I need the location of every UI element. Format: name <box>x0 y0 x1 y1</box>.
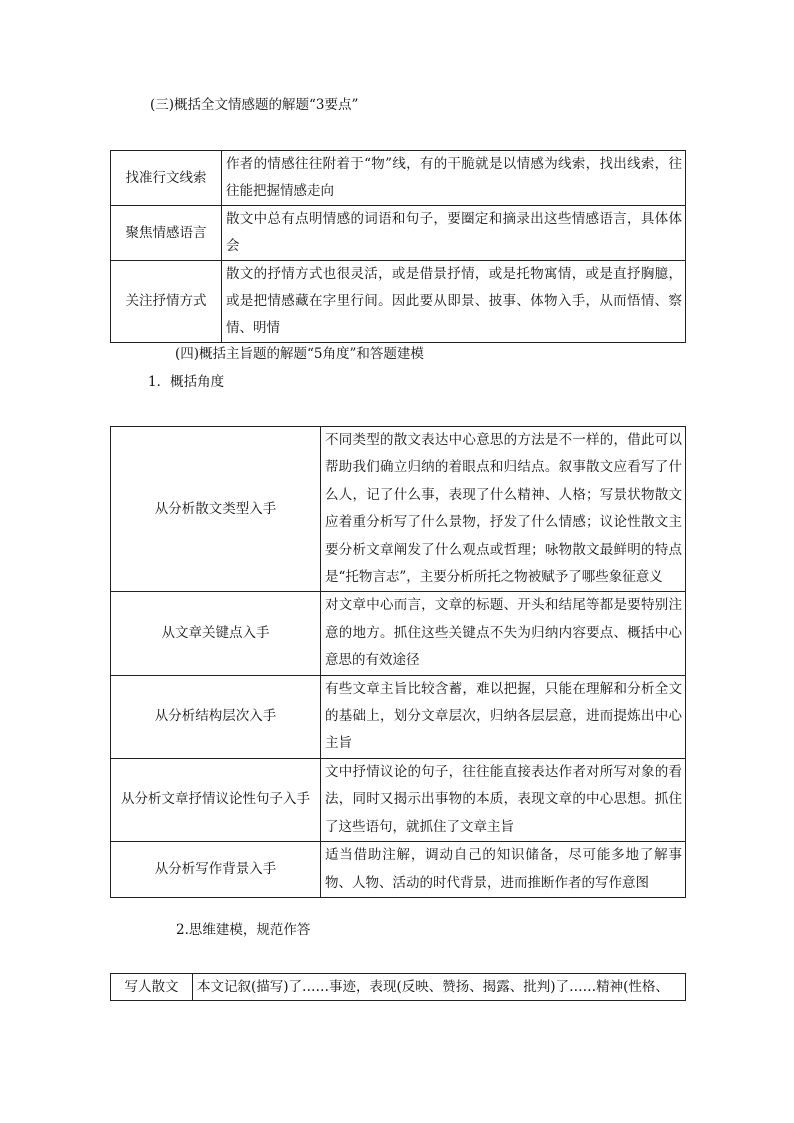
theme-angles-table <box>110 426 686 898</box>
row-label: 从分析散文类型入手 <box>111 427 321 592</box>
row-content: 有些文章主旨比较含蓄，难以把握，只能在理解和分析全文的基础上，划分文章层次，归纳各层层意，进而提炼出中心主旨 <box>321 675 686 758</box>
row-content: 对文章中心而言，文章的标题、开头和结尾等都是要特别注意的地方。抓住这些关键点不失为归纳内容要点、概括中心意思的有效途径 <box>321 592 686 675</box>
subsection-two-heading: 2.思维建模，规范作答 <box>176 922 311 938</box>
row-label: 从文章关键点入手 <box>111 592 321 675</box>
table-row <box>111 592 686 675</box>
row-label: 从分析结构层次入手 <box>111 675 321 758</box>
row-label: 聚焦情感语言 <box>111 206 222 261</box>
row-content: 不同类型的散文表达中心意思的方法是不一样的，借此可以帮助我们确立归纳的着眼点和归结点。叙事散文应看写了什么人，记了什么事，表现了什么精神、人格；写景状物散文应着重分析写了什么景物，抒发了什么情感；议论性散文主要分析文章阐发了什么观点或哲理；咏物散文最鲜明的特点是“托物言志”，主要分析所托之物被赋予了哪些象征意义 <box>321 427 686 592</box>
row-content: 散文的抒情方式也很灵活，或是借景抒情，或是托物寓情，或是直抒胸臆，或是把情感藏在字里行间。因此要从即景、披事、体物入手，从而悟情、察情、明情 <box>222 261 686 343</box>
row-label: 从分析文章抒情议论性句子入手 <box>111 758 321 841</box>
row-label: 找准行文线索 <box>111 151 222 206</box>
table-row <box>111 427 686 592</box>
table-row <box>111 261 686 343</box>
table-row <box>111 675 686 758</box>
answer-model-table <box>110 973 686 1001</box>
row-content: 作者的情感往往附着于“物”线，有的干脆就是以情感为线索，找出线索，往往能把握情感走向 <box>222 151 686 206</box>
row-content: 散文中总有点明情感的词语和句子，要圈定和摘录出这些情感语言，具体体会 <box>222 206 686 261</box>
emotion-points-table <box>110 150 686 343</box>
section-three-heading: (三)概括全文情感题的解题“3要点” <box>150 97 359 113</box>
table-row <box>111 151 686 206</box>
section-four-heading: (四)概括主旨题的解题“5角度”和答题建模 <box>175 346 424 362</box>
row-content: 适当借助注解，调动自己的知识储备，尽可能多地了解事物、人物、活动的时代背景，进而推断作者的写作意图 <box>321 842 686 898</box>
subsection-one-heading: 1．概括角度 <box>148 374 225 390</box>
row-label: 写人散文 <box>111 974 193 1001</box>
table-row <box>111 758 686 841</box>
row-label: 从分析写作背景入手 <box>111 842 321 898</box>
row-content: 文中抒情议论的句子，往往能直接表达作者对所写对象的看法，同时又揭示出事物的本质，表现文章的中心思想。抓住了这些语句，就抓住了文章主旨 <box>321 758 686 841</box>
row-content: 本文记叙(描写)了……事迹，表现(反映、赞扬、揭露、批判)了……精神(性格、 <box>193 974 686 1001</box>
table-row <box>111 206 686 261</box>
row-label: 关注抒情方式 <box>111 261 222 343</box>
table-row <box>111 974 686 1001</box>
table-row <box>111 842 686 898</box>
